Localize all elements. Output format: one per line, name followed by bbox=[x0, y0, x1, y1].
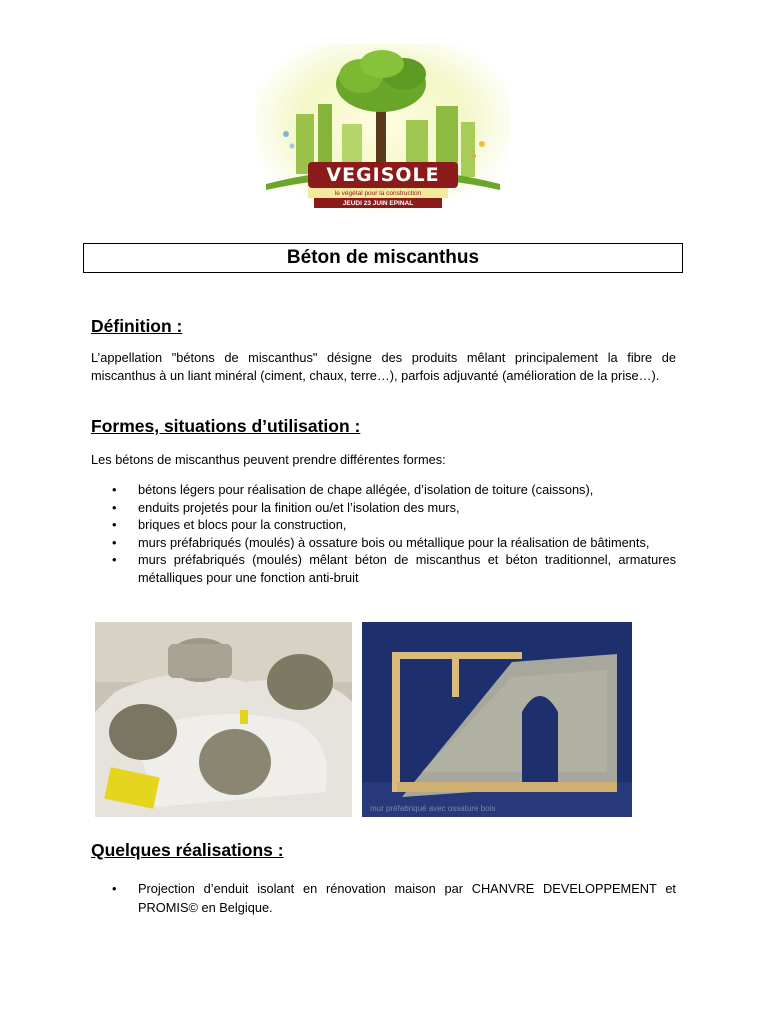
photo-caption: mur préfabriqué avec ossature bois bbox=[370, 804, 496, 813]
definition-text: L’appellation "bétons de miscanthus" désigne des produits mêlant principalement la fibre de miscanthus à un liant minéral (ciment, chaux, terre…), parfois adjuvanté (amélioration de la prise…). bbox=[91, 350, 676, 383]
list-item-text: Projection d’enduit isolant en rénovation maison par CHANVRE DEVELOPPEMENT et PROMIS© en Belgique. bbox=[138, 881, 676, 915]
list-item-text: enduits projetés pour la finition ou/et l’isolation des murs, bbox=[138, 499, 460, 515]
list-item bbox=[91, 516, 676, 534]
bullet-icon: • bbox=[112, 552, 117, 567]
list-item bbox=[91, 879, 676, 917]
page-title: Béton de miscanthus bbox=[286, 247, 480, 268]
list-item-text: briques et blocs pour la construction, bbox=[138, 517, 347, 532]
bullet-icon: • bbox=[112, 534, 117, 550]
bullet-icon: • bbox=[112, 881, 117, 896]
bullet-icon: • bbox=[112, 499, 117, 515]
miscanthus-blocks-image bbox=[95, 622, 352, 817]
forms-list bbox=[91, 481, 676, 586]
bullet-icon: • bbox=[112, 517, 117, 532]
prefab-wall-image bbox=[362, 622, 632, 817]
list-item-text: murs préfabriqués (moulés) à ossature bois ou métallique pour la réalisation de bâtiments, bbox=[138, 534, 650, 550]
logo-tagline: le végétal pour la construction bbox=[334, 189, 422, 197]
list-item bbox=[91, 481, 676, 499]
list-item bbox=[91, 499, 676, 517]
list-item-text: murs préfabriqués (moulés) mêlant béton de miscanthus et béton traditionnel, armatures métalliques pour une fonction anti-bruit bbox=[138, 552, 676, 585]
miscanthus-blocks-photo bbox=[95, 622, 352, 817]
logo-date: JEUDI 23 JUIN EPINAL bbox=[342, 199, 414, 207]
list-item-text: bétons légers pour réalisation de chape allégée, d’isolation de toiture (caissons), bbox=[138, 482, 594, 497]
logo-name: VEGISOLE bbox=[326, 164, 440, 186]
forms-intro: Les bétons de miscanthus peuvent prendre différentes formes: bbox=[91, 452, 446, 467]
forms-heading: Formes, situations d’utilisation : bbox=[91, 416, 361, 436]
list-item bbox=[91, 551, 676, 586]
bullet-icon: • bbox=[112, 482, 117, 497]
list-item bbox=[91, 534, 676, 552]
definition-heading: Définition : bbox=[91, 316, 183, 336]
prefab-wall-photo bbox=[362, 622, 632, 817]
vegisole-logo bbox=[256, 44, 510, 218]
title-box bbox=[83, 243, 683, 273]
realisations-list bbox=[91, 879, 676, 917]
realisations-heading: Quelques réalisations : bbox=[91, 840, 284, 860]
